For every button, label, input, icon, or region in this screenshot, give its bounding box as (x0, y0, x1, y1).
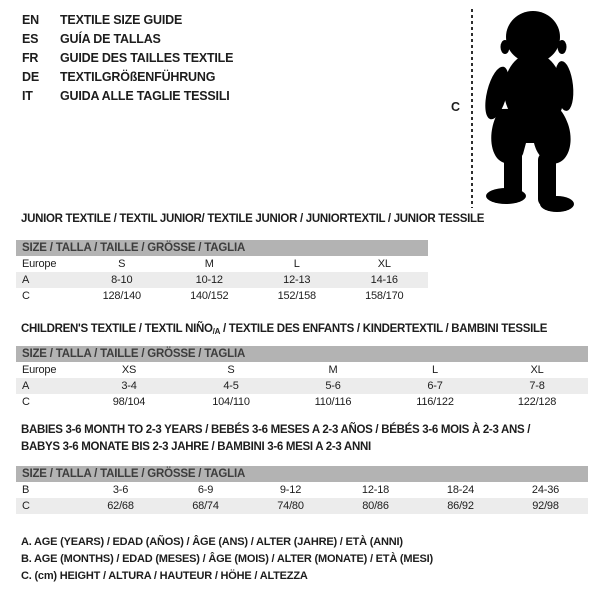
junior-table-title: JUNIOR TEXTILE / TEXTIL JUNIOR/ TEXTILE JUNIOR / JUNIORTEXTIL / JUNIOR TESSILE (21, 213, 485, 225)
language-title-list (22, 10, 233, 105)
height-cell: 122/128 (517, 396, 557, 408)
babies-title-line2: BABYS 3-6 MONATE BIS 2-3 JAHRE / BAMBINI 3-6 MESI A 2-3 ANNI (21, 441, 371, 453)
size-cell: S (227, 364, 235, 376)
language-row-de (22, 67, 233, 86)
size-header-bar (16, 240, 428, 256)
age-cell: 3-6 (112, 484, 129, 496)
age-cell: 12-13 (283, 274, 311, 286)
language-title: GUIDA ALLE TAGLIE TESSILI (60, 88, 230, 103)
footnote-age-months: B. AGE (MONTHS) / EDAD (MESES) / ÂGE (MOIS) / ALTER (MONATE) / ETÀ (MESI) (21, 553, 433, 565)
age-cell: 14-16 (370, 274, 398, 286)
size-header-label: SIZE / TALLA / TAILLE / GRÖSSE / TAGLIA (22, 348, 246, 360)
row-label: Europe (22, 258, 57, 270)
language-row-it (22, 86, 233, 105)
size-cell: S (118, 258, 126, 270)
language-row-fr (22, 48, 233, 67)
children-title-main: CHILDREN'S TEXTILE / TEXTIL NIÑO (21, 323, 213, 335)
height-measure-label: C (451, 100, 461, 114)
size-cell: L (293, 258, 300, 270)
language-code: FR (22, 50, 39, 65)
table-row-europe (16, 256, 428, 272)
language-row-es (22, 29, 233, 48)
language-title: TEXTILGRÖßENFÜHRUNG (60, 69, 216, 84)
children-table-title (21, 321, 547, 340)
table-row-height (16, 394, 588, 410)
height-cell: 104/110 (212, 396, 250, 408)
age-cell: 6-9 (197, 484, 214, 496)
size-header-bar (16, 346, 588, 362)
size-header-label: SIZE / TALLA / TAILLE / GRÖSSE / TAGLIA (22, 242, 246, 254)
age-cell: 8-10 (111, 274, 133, 286)
height-cell: 128/140 (102, 290, 141, 302)
height-cell: 116/122 (416, 396, 454, 408)
language-code: ES (22, 31, 39, 46)
children-title-subscript: /A (212, 327, 221, 336)
size-cell: XL (530, 364, 544, 376)
size-header-label: SIZE / TALLA / TAILLE / GRÖSSE / TAGLIA (22, 468, 246, 480)
size-cell: XL (377, 258, 391, 270)
height-cell: 62/68 (107, 500, 134, 512)
footnote-height-cm: C. (cm) HEIGHT / ALTURA / HAUTEUR / HÖHE / ALTEZZA (21, 570, 308, 582)
language-code: IT (22, 88, 33, 103)
age-cell: 10-12 (195, 274, 223, 286)
table-row-height (16, 288, 428, 304)
row-label: B (22, 484, 30, 496)
age-cell: 12-18 (361, 484, 390, 496)
height-cell: 152/158 (277, 290, 316, 302)
junior-size-table (16, 240, 428, 304)
height-cell: 80/86 (362, 500, 389, 512)
row-label: C (22, 500, 30, 512)
table-row-height (16, 498, 588, 514)
size-header-bar (16, 466, 588, 482)
size-cell: XS (121, 364, 137, 376)
babies-title-line1: BABIES 3-6 MONTH TO 2-3 YEARS / BEBÉS 3-6 MESES A 2-3 AÑOS / BÉBÉS 3-6 MOIS À 2-3 ANS / (21, 424, 531, 436)
babies-size-table (16, 466, 588, 514)
row-label: A (22, 274, 30, 286)
height-cell: 86/92 (447, 500, 474, 512)
height-cell: 98/104 (112, 396, 146, 408)
footnote-age-years: A. AGE (YEARS) / EDAD (AÑOS) / ÂGE (ANS) / ALTER (JAHRE) / ETÀ (ANNI) (21, 536, 403, 548)
table-row-age (16, 378, 588, 394)
row-label: Europe (22, 364, 57, 376)
age-cell: 24-36 (531, 484, 560, 496)
height-cell: 158/170 (365, 290, 404, 302)
children-size-table (16, 346, 588, 410)
size-cell: M (204, 258, 214, 270)
row-label: C (22, 290, 30, 302)
height-cell: 110/116 (314, 396, 352, 408)
language-title: GUÍA DE TALLAS (60, 31, 161, 46)
children-title-rest: / TEXTILE DES ENFANTS / KINDERTEXTIL / BAMBINI TESSILE (220, 323, 548, 335)
language-code: EN (22, 12, 39, 27)
age-cell: 3-4 (121, 380, 137, 392)
language-title: TEXTILE SIZE GUIDE (60, 12, 183, 27)
age-cell: 5-6 (325, 380, 341, 392)
language-title: GUIDE DES TAILLES TEXTILE (60, 50, 234, 65)
language-row-en (22, 10, 233, 29)
height-cell: 92/98 (532, 500, 559, 512)
height-cell: 68/74 (192, 500, 219, 512)
baby-silhouette-icon (478, 6, 578, 216)
row-label: C (22, 396, 30, 408)
height-cell: 74/80 (277, 500, 304, 512)
row-label: A (22, 380, 30, 392)
babies-table-title (21, 422, 530, 456)
size-cell: L (432, 364, 438, 376)
age-cell: 4-5 (223, 380, 239, 392)
age-cell: 9-12 (279, 484, 302, 496)
height-cell: 140/152 (190, 290, 229, 302)
height-dashed-line (471, 9, 473, 208)
legend-footnotes (21, 534, 433, 585)
table-row-age (16, 272, 428, 288)
age-cell: 6-7 (427, 380, 443, 392)
size-cell: M (328, 364, 338, 376)
age-cell: 18-24 (446, 484, 475, 496)
table-row-europe (16, 362, 588, 378)
table-row-age-months (16, 482, 588, 498)
language-code: DE (22, 69, 39, 84)
age-cell: 7-8 (529, 380, 545, 392)
